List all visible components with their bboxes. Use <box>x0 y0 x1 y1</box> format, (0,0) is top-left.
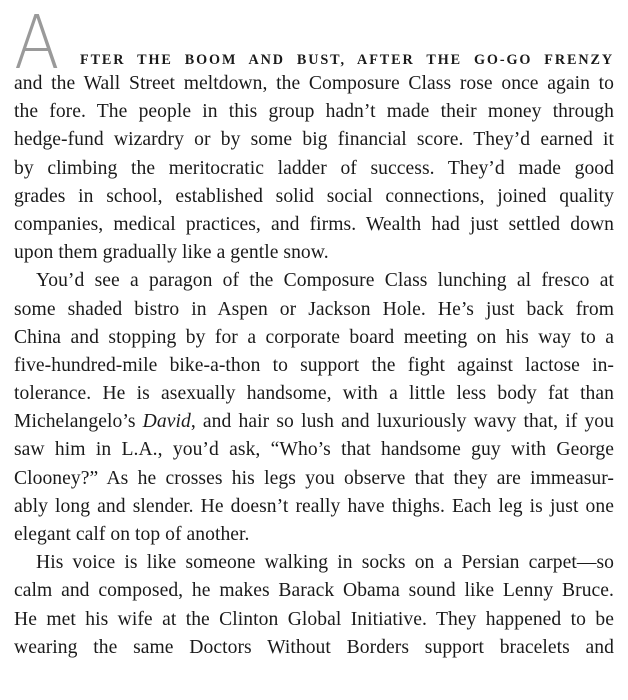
text-line: the fore. The people in this group hadn’t made their money through <box>14 101 614 123</box>
text-fragment: Michelangelo’s <box>14 411 143 433</box>
drop-cap-letter: A <box>14 0 60 86</box>
text-line: His voice is like someone walking in socks on a Persian carpet—so <box>36 552 614 574</box>
paragraph-3 <box>14 549 614 662</box>
text-line: He met his wife at the Clinton Global Initiative. They happened to be <box>14 608 614 630</box>
text-line: saw him in L.A., you’d ask, “Who’s that handsome guy with George <box>14 439 614 461</box>
text-line: ably long and slender. He doesn’t really have thighs. Each leg is just one <box>14 495 614 517</box>
text-line: hedge-fund wizardry or by some big financial score. They’d earned it <box>14 129 614 151</box>
text-line: wearing the same Doctors Without Borders support bracelets and <box>14 636 614 658</box>
paragraph-1 <box>14 70 614 267</box>
book-page <box>14 0 614 662</box>
text-line: and the Wall Street meltdown, the Composure Class rose once again to <box>14 73 614 94</box>
italic-title: David <box>142 411 191 433</box>
text-line: companies, medical practices, and firms. Wealth had just settled down <box>14 213 614 235</box>
text-line: some shaded bistro in Aspen or Jackson Hole. He’s just back from <box>14 298 614 320</box>
text-fragment: , and hair so lush and luxuriously wavy that, if you <box>190 411 614 433</box>
text-line: tolerance. He is asexually handsome, with a little less body fat than <box>14 383 614 405</box>
text-line: calm and composed, he makes Barack Obama sound like Lenny Bruce. <box>14 580 614 602</box>
text-line: upon them gradually like a gentle snow. <box>14 242 329 264</box>
text-line: You’d see a paragon of the Composure Class lunching al fresco at <box>36 270 614 292</box>
text-line: China and stopping by for a corporate board meeting on his way to a <box>14 326 614 348</box>
paragraph-2 <box>14 267 614 549</box>
opening-small-caps: FTER THE BOOM AND BUST, AFTER THE GO-GO FRENZY <box>80 52 614 68</box>
text-line: five-hundred-mile bike-a-thon to support the fight against lactose in- <box>14 354 614 376</box>
text-line <box>14 408 614 436</box>
text-line: Clooney?” As he crosses his legs you observe that they are immeasur- <box>14 467 614 489</box>
text-line: elegant calf on top of another. <box>14 524 250 545</box>
text-line: by climbing the meritocratic ladder of success. They’d made good <box>14 157 614 179</box>
text-line: grades in school, established solid social connections, joined quality <box>14 185 614 207</box>
